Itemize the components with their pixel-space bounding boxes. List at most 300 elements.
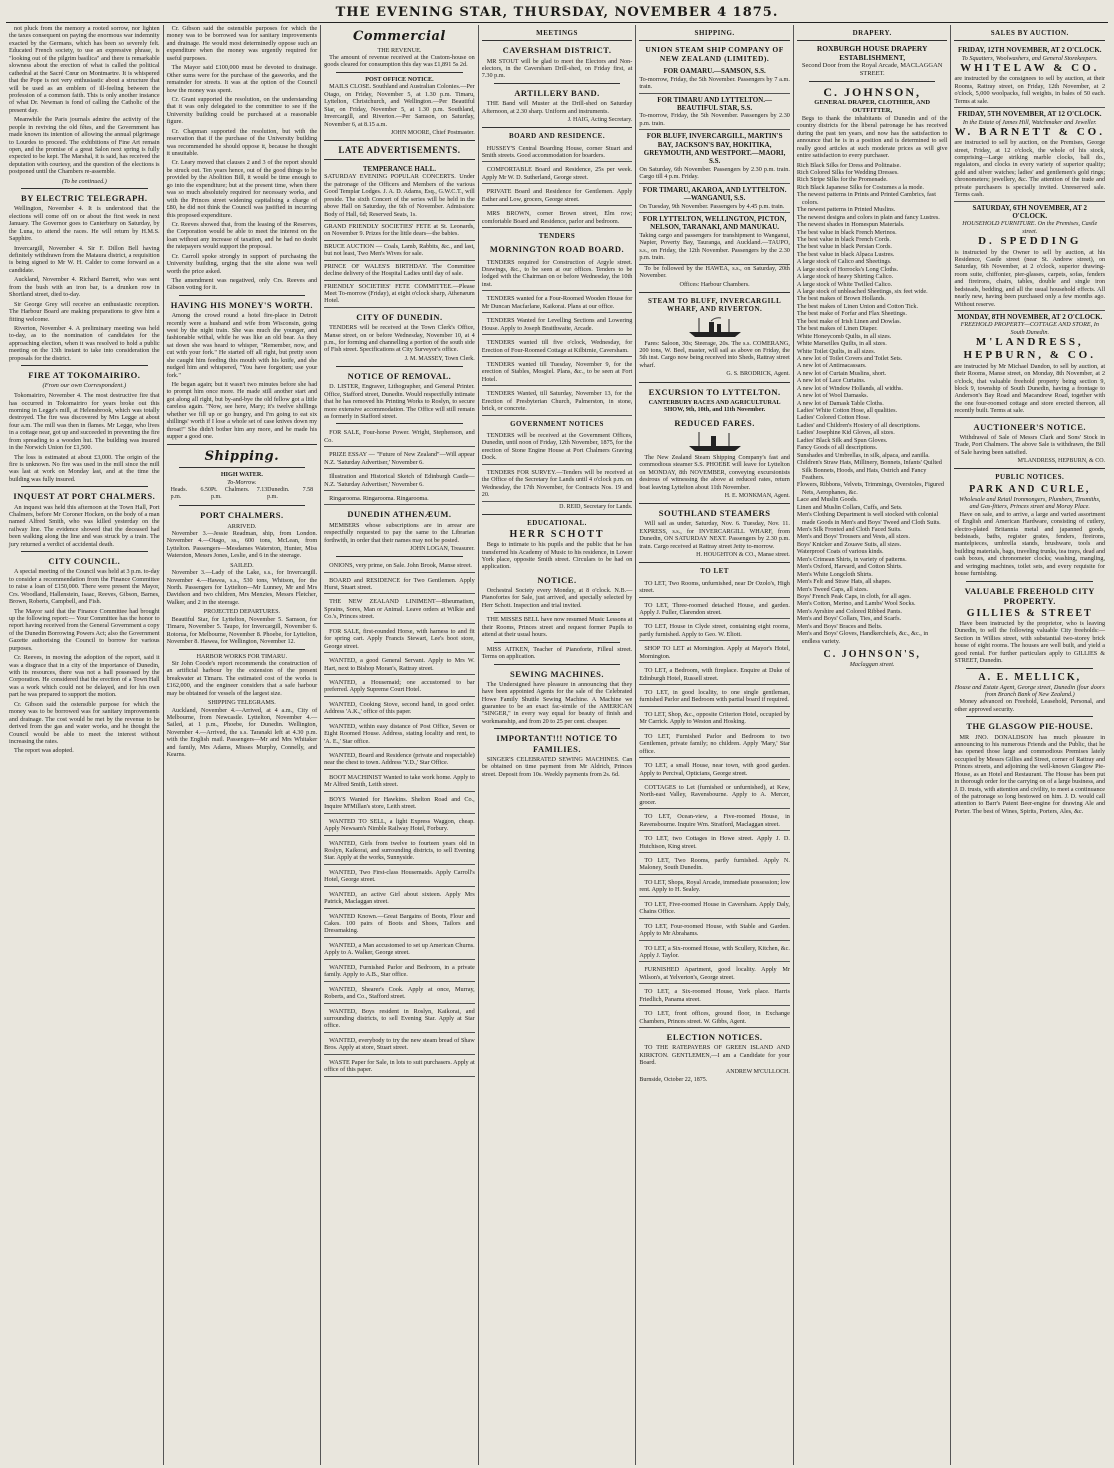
election-text: TO THE RATEPAYERS OF GREEN ISLAND AND KIRKTON. GENTLEMEN,—I am a Candidate for your Board. — [639, 1044, 790, 1067]
paragraph: Cr. Grant supported the resolution, on the understanding that it was only delegated to the committee to see if the University building could be purchased at a reasonable figure. — [166, 95, 318, 126]
port-chalmers-heading: PORT CHALMERS. — [200, 510, 284, 521]
athenaeum-sign: JOHN LOGAN, Treasurer. — [410, 545, 475, 552]
artillery-heading: ARTILLERY BAND. — [514, 87, 600, 98]
late-ad-text: GRAND FRIENDLY SOCIETIES' FETE at St. Leonards, on November 9. Prizes for the little dears—the babies. — [324, 222, 475, 238]
classified-ad: TO LET, House in Clyde street, containing eight rooms, partly furnished. Apply to Geo. W. Eliott. — [639, 621, 790, 641]
arrived-text: November 3.—Jessie Readman, ship, from London. November 4.—Otago, ss., 600 tons, McLean, from Lyttelton. Passengers—Mesdames Waterston, Hunter, Miss Waterston, Messrs Jones, Leslie, and 6 in the steerage. — [166, 529, 318, 560]
classified-ad: TENDERS Wanted, till Saturday, November 13, for the Erection of Presbyterian Church, Palmerston, in stone, brick, or concrete. — [482, 388, 633, 415]
shipping-ad — [639, 184, 790, 213]
johnson-sign-sub: Maclaggan street. — [849, 661, 895, 669]
drapery-item: Men's and Boys' Collars, Ties, and Scarfs. — [796, 615, 902, 623]
classified-ad: WANTED, Shearer's Cook. Apply at once, Murray, Roberts, and Co., Stafford street. — [324, 984, 475, 1004]
herr-text: Begs to intimate to his pupils and the public that he has transferred his Academy of Music to his residence, in Lower York place, opposite Smith street. Circulars to be had on application. — [481, 541, 633, 571]
auction-text: is instructed by the Owner to sell by auction, at his Residence, Castle street (near St. Andrew street), on Saturday, 6th November, at 2 o'clock, superior drawing-room suite, chiffonier, pier-glasses, carpets, sofas, fenders and fireirons, chairs, tables, double and single iron bedsteads, bedding, and all the usual household effects. All nearly new, having been purchased only a few months ago. Without reserve. — [954, 248, 1106, 308]
city-council-paras — [9, 568, 160, 755]
col1-top-paras — [9, 25, 160, 176]
drapery-item: Boys' French Peak Caps, in cloth, for all ages. — [796, 592, 911, 600]
classified-ad: TO LET, Ocean-view, a Five-roomed House, in Ravensbourne. Inquire Wm. Stratford, Maclaggan street. — [639, 811, 790, 831]
to-be-continued: (To be continued.) — [61, 177, 107, 185]
caversham-heading: CAVERSHAM DISTRICT. — [502, 45, 612, 56]
paragraph: Cr. Carroll spoke strongly in support of purchasing the University building, urging that the site alone was well worth the price asked. — [166, 252, 318, 275]
mellick-name: A. E. MELLICK, — [978, 671, 1082, 683]
classified-ad: BOYS Wanted for Hawkins. Shelton Road and Co., Inquire M'Millan's store, Leith street. — [324, 794, 475, 814]
city-dunedin-text: TENDERS will be received at the Town Clerk's Office, Manse street, on or before Wednesday, November 10, at 4 p.m., for forming and channelling a portion of the south side of Fish street. Specifications at City Surveyor's office. — [324, 324, 475, 354]
paragraph: Auckland, November 4. Richard Barrett, who was sent from the bush with an iron bar, is a drunken row in Shortland street, died to-day. — [9, 276, 160, 299]
paragraph: Cr. Reeves, in moving the adoption of the report, said it was a disgrace that in a city of the importance of Dunedin, with its resources, there was not a hall possessed by the Corporation. He considered that the erection of a Town Hall was a work which could not be delayed, and for his own part he was prepared to support the motion. — [9, 654, 160, 699]
harbour-text: Sir John Coode's report recommends the construction of an artificial harbour by the extension of the present breakwater at Timaru. The estimated cost of the works is £162,000, and the engineer considers that a safe harbour may be obtained for vessels of the largest size. — [166, 659, 318, 697]
paragraph: Cr. Gibson said the ostensible purposes for which the money was to be borrowed was for sanitary improvements and drainage. He would most determinedly oppose such an expenditure when the money was urgently required for useful purposes. — [166, 25, 318, 62]
auction-text: are instructed by Mr Michael Dandon, to sell by auction, at their Rooms, Manse street, on Monday, 8th November, at 2 o'clock, that valuable freehold property being section 9, block 9, township of South Dunedin, having a frontage to Anderson's Bay Road and Macandrew Road, together with the one four-roomed cottage and store erected thereon, all recently built. Terms at sale. — [954, 362, 1106, 415]
classified-ad: WANTED, Board and Residence (private and respectable) near the chest to town. Address 'Y.D.,' Star Office. — [324, 750, 475, 770]
drapery-item: The best value in black Alpaca Lustres. — [796, 250, 895, 258]
inquest-paras — [9, 504, 160, 549]
artillery-text: THE Band will Muster at the Drill-shed on Saturday Afternoon, at 2.30 sharp. Uniform and instruments. — [481, 100, 633, 115]
classified-ad: BOARD and RESIDENCE for Two Gentlemen. Apply Hurst, Stuart street. — [324, 575, 475, 595]
drapery-item: Linen and Muslin Collars, Cuffs, and Sets. — [796, 503, 903, 511]
drapery-item: The best makes of Linen Diaper. — [796, 325, 878, 333]
column-5 — [636, 25, 794, 1465]
late-ad-title: TEMPERANCE HALL. — [362, 164, 436, 173]
bluff-heading: STEAM TO BLUFF, INVERCARGILL WHARF, AND RIVERTON. — [647, 296, 782, 314]
mornington-heading: MORNINGTON ROAD BOARD. — [489, 244, 625, 255]
reports-text: Auckland, November 4.—Arrived, at 4 a.m., City of Melbourne, from Newcastle. Lyttelton, November 4.—Sailed, at 1 p.m., Phoebe, for Dunedin. Wellington, November 4.—Arrived, the s.s. Taranaki left at 4.30 p.m. with the English mail. Passengers—Mr and Mrs Whitaker and family, Mrs Adams, Misses Murphy, Connelly, and Kearns. — [166, 706, 318, 759]
shipping-ad — [639, 65, 790, 93]
classified-ad: TENDERS required for Construction of Argyle street. Drawings, &c., to be seen at our offices. Tenders to be lodged with the Chairman on or before Wednesday, the 10th inst. — [482, 257, 633, 292]
paragraph: Wellington, November 4. It is understood that the elections will come off on or about the first week in next January. The Governor goes to Canterbury on Saturday, by the Luna, to attend the races. He will return by H.M.S. Sapphire. — [9, 205, 160, 243]
arrived-label: ARRIVED. — [227, 522, 257, 530]
shipping-ad-text: To-morrow, Friday, the 5th November. Passengers by 7 a.m. train. — [639, 75, 790, 91]
board-ads — [482, 143, 633, 229]
roxburgh-title: ROXBURGH HOUSE DRAPERY ESTABLISHMENT, — [816, 44, 928, 63]
classified-ad: TENDERS wanted till Tuesday, November 9, for the erection of Stables, Mosgiel. Plans, &c., to be seen at Fort Hotel. — [482, 359, 633, 386]
revenue-text: The amount of revenue received at the Custom-house on goods cleared for consumption this day was £1,891 5s 2d. — [324, 54, 475, 69]
drapery-item: White Honeycomb Quilts, in all sizes. — [796, 332, 892, 340]
park-text: Have on sale, and to arrive, a large and varied assortment of English and American Hardware, consisting of cutlery, electro-plated Britannia metal and japanned goods, bedsteads, baths, register grates, fenders, fireirons, mantelpieces, umbrella stands, brushware, tools and building materials, bags, traveling trunks, tea trays, dead and cash boxes, and chronometer clocks; washing, mangling, and wringing machines, toilet sets, and every requisite for house furnishing. — [954, 510, 1106, 578]
gov-heading: GOVERNMENT NOTICES — [510, 419, 604, 428]
classified-ad: TENDERS FOR SURVEY.—Tenders will be received at the Office of the Secretary for Lands until 4 o'clock p.m. on Wednesday, the 17th November, for Contracts Nos. 19 and 20. — [482, 467, 633, 502]
classified-ad: ONIONS, very prime, on Sale. John Brook, Manse street. — [324, 560, 475, 572]
drapery-item: The best makes of Brown Hollands. — [796, 295, 886, 303]
drapery-item: Men's and Boys' Trousers and Vests, all sizes. — [796, 533, 910, 541]
col2-paras — [167, 25, 318, 292]
drapery-item: A new lot of Wool Damasks. — [796, 392, 869, 400]
classified-ad: WANTED, everybody to try the new steam bread of Shaw Bros. Apply at store, Stuart street. — [324, 1035, 475, 1055]
late-ad-text: FRIENDLY SOCIETIES' FETE COMMITTEE.—Please Meet To-morrow (Friday), at eight o'clock sharp, Athenæum Hotel. — [324, 282, 475, 305]
educational-heading: EDUCATIONAL. — [527, 518, 587, 527]
auction-date: MONDAY, 8TH NOVEMBER, AT 2 O'CLOCK. — [957, 313, 1103, 322]
shipping-ad-title: FOR BLUFF, INVERCARGILL, MARTIN'S BAY, JACKSON'S BAY, HOKITIKA, GREYMOUTH, AND WESTPORT.—MAORI, S.S. — [643, 132, 786, 166]
drapery-item: Men's Tweed Caps, all sizes. — [796, 585, 868, 593]
classified-ad: FOR SALE, first-rounded Horse, with harness to and fit for spring cart. Apply Francis Stewart, Lee's boot store, George street. — [324, 626, 475, 653]
steamship-icon-2 — [685, 430, 745, 452]
public-notices-heading: PUBLIC NOTICES. — [995, 473, 1065, 482]
shipping-ad-text: On Saturday, 6th November. Passengers by 2.30 p.m. train. Cargo till 4 p.m. Friday. — [639, 165, 790, 181]
paragraph: Invercargill, November 4. Sir F. Dillon Bell having definitely withdrawn from the Mataura district, a requisition is being signed to Mr W. H. Calder to come forward as a candidate. — [9, 244, 160, 274]
paragraph: Cr. Leary moved that clauses 2 and 3 of the report should be struck out. Ten years hence, out of the good things to be provided by the Abolition Bill, it would be time enough to go into the expenditure; but at the present time, when there was so much absolutely required for necessary works, and with the Princes street widening capitalising a charge of £80, he did not think the Council was justified in incurring this proposed expenditure. — [166, 159, 318, 219]
auction-sale — [954, 202, 1105, 311]
classified-ad: WANTED TO SELL, a light Express Waggon, cheap. Apply Newsam's Nimble Railway Hotel, Forbury. — [324, 816, 475, 836]
classified-ad: WANTED, Girls from twelve to fourteen years old in Roslyn, Kaikorai, and surrounding districts, to sell Evening Star. Apply at the works, Sunnyside. — [324, 838, 475, 865]
classified-ad: WANTED, a Housemaid; one accustomed to bar preferred. Apply Supreme Court Hotel. — [324, 677, 475, 697]
tender-ads — [482, 257, 633, 416]
paragraph: Tokomairiro, November 4. The most destructive fire that has occurred in Tokomairiro for years broke out this morning in Legge's mill, at Helensbrook, which was totally destroyed. The fire was discovered by Mrs Legge at about four a.m. The mill was then in flames. Mr Legge, who lives in a cottage near, got up and succeeded in preventing the fire from spreading to a wooden hut. The building was insured in the Norwich Union for £1,500. — [9, 392, 160, 452]
paragraph: The amendment was negatived, only Crs. Reeves and Gibson voting for it. — [166, 277, 318, 292]
classified-ad: TO LET, a Bedroom, with fireplace. Enquire at Duke of Edinburgh Hotel, Russell street. — [639, 665, 790, 685]
election-date: Burnside, October 22, 1875. — [639, 1076, 708, 1083]
gillies-heading: VALUABLE FREEHOLD CITY PROPERTY. — [964, 585, 1095, 606]
drapery-item: A new lot of Toilet Covers and Toilet Sets. — [796, 354, 903, 362]
shipping-ad-text: On Tuesday, 9th November. Passengers by 4.45 p.m. train. — [639, 202, 785, 210]
gillies-text: Have been instructed by the proprietor, who is leaving Dunedin, to sell the following valuable City freeholds:—Section in Willies street, with substantial two-storey brick house of eight rooms. The houses are well built, and yield a good rental. For further particulars apply to GILLIES & STREET, Dunedin. — [954, 619, 1106, 665]
commercial-title: Commercial — [353, 29, 446, 44]
classified-ad: TO LET, a Six-roomed House, York place. Harris Friedlich, Panama street. — [639, 986, 790, 1006]
column-4 — [479, 25, 637, 1465]
late-ad — [324, 163, 475, 221]
paragraph: An inquest was held this afternoon at the Town Hall, Port Chalmers, before Mr Coroner Hocken, on the body of a man named Alfred Smith, who was killed yesterday on the railway line. The evidence showed that the deceased had been walking along the line and was struck by a train. The jury returned a verdict of accidental death. — [9, 503, 160, 548]
classified-ad: TO LET, Two Rooms, partly furnished. Apply N. Maloney, South Dunedin. — [639, 855, 790, 875]
drapery-item: A large stock of Horrocks's Long Cloths. — [796, 265, 899, 273]
notice-text: Orchestral Society every Monday, at 8 o'clock. N.B.—Pianofortes for Sale, just arrived, and specially selected by Herr Schott. Inspection and trial invited. — [481, 587, 633, 609]
paragraph: The report was adopted. — [14, 747, 74, 755]
inquest-heading: INQUEST AT PORT CHALMERS. — [13, 491, 156, 502]
drapery-item: A large stock of Calico and Sheetings. — [796, 258, 892, 266]
removal-text: D. LISTER, Engraver, Lithographer, and General Printer. Office, Stafford street, Dunedin. Would respectfully intimate that he has removed his Printing Works to Roslyn, to secure more extensive accommodation. The Office will still remain as formerly in Stafford street. — [324, 383, 475, 420]
gov-ads — [482, 430, 633, 502]
bell-ad: THE MISSES BELL have now resumed Music Lessons at their Rooms, Princes street and request former Pupils to attend at their usual hours. — [481, 616, 633, 639]
drapery-items — [797, 162, 948, 645]
drapery-item: Ladies' Black Silk and Spun Gloves. — [796, 436, 888, 444]
paragraph: Sir George Grey will receive an enthusiastic reception. The Harbour Board are making preparations to give him a fitting welcome. — [9, 300, 160, 323]
southland-text: Will sail as under, Saturday, Nov. 6. Tuesday, Nov. 11. EXPRESS, s.s., for INVERCARGILL WHARF, from Dunedin, ON SATURDAY NEXT. Passengers by 2.30 p.m. train. Cargo received at Rattray street Jetty to-morrow. — [639, 520, 790, 550]
steamship-icon — [685, 316, 745, 338]
shipping-ad — [639, 94, 790, 131]
drapery-item: A new lot of Damask Table Cloths. — [796, 399, 884, 407]
aitken-ad: MISS AITKEN, Teacher of Pianoforte, Filleul street. Terms on application. — [481, 645, 633, 661]
electric-telegraph-heading: BY ELECTRIC TELEGRAPH. — [21, 193, 148, 204]
auction-date: FRIDAY, 12TH NOVEMBER, AT 2 O'CLOCK. — [957, 46, 1102, 55]
classified-ad: TO LET, Shops, Royal Arcade, immediate possession; low rent. Apply to H. Sealey. — [639, 877, 790, 897]
johnson-name: C. JOHNSON, — [823, 84, 922, 99]
tide-dunedin: Dunedin. 7.58 p.m. — [267, 486, 314, 501]
drapery-item: A new lot of Curtain Muslins, short. — [796, 369, 887, 377]
late-ad — [324, 241, 475, 261]
auction-firm: W. BARNETT & CO. — [954, 125, 1105, 138]
classified-ad: PRIZE ESSAY — "Future of New Zealand"—Will appear N.Z. 'Saturday Advertiser,' November 6. — [324, 449, 475, 469]
shipping-ad-title: FOR TIMARU AND LYTTELTON.—BEAUTIFUL STAR, S.S. — [657, 95, 772, 113]
mellick-text: Money advanced on Freehold, Leasehold, Personal, and other approved security. — [954, 698, 1106, 713]
drapery-item: The best value in black French Merinos. — [796, 228, 897, 236]
drapery-item: White Toilet Quilts, in all sizes. — [796, 347, 876, 355]
meetings-heading: MEETINGS — [536, 29, 578, 37]
auction-heading: SALES BY AUCTION. — [990, 29, 1069, 37]
to-let-ads — [639, 578, 790, 1028]
post-office-text: MAILS CLOSE. Southland and Australian Colonies.—Per Otago, on Friday, November 5, at 1.30 p.m. Timaru, Lyttelton, Christchurch, and Wellington.—Per Beautiful Star, on Friday, November 5, at 1.30 p.m. Southland, Invercargill, and Riverton.—Per Samson, on Saturday, November 6, at 8.15 a.m. — [324, 83, 475, 128]
post-office-heading: POST OFFICE NOTICE. — [365, 75, 434, 83]
election-sign: ANDREW M'CULLOCH. — [725, 1068, 790, 1075]
drapery-item: Men's Silk Fronted and Cloth Faced Suits. — [796, 526, 902, 534]
sailed-label: SAILED. — [230, 561, 254, 569]
late-ad — [324, 281, 475, 308]
auction-text: are instructed by the consignees to sell by auction, at their Rooms, Rattray street, on Friday, 12th November, at 2 o'clock, 5,000 woolpacks, full weights, in bales of 50 each. Terms at sale. — [954, 75, 1106, 105]
paragraph: He began again; but it wasn't two minutes before she had to prompt him once more. He made still another start and got along all right, but by-and-bye the old fellow got a little careless again. "Now, see here, Mary; it's twelve shillings whether we fill up or go hungry, and I'm going to eat six shillings' worth if I lose a whole set of case knives down my throat!" She didn't bother him any more, and he made his supper a good one. — [166, 381, 318, 441]
money-worth-paras — [167, 312, 318, 440]
auction-sale — [954, 311, 1105, 418]
classified-ad: WANTED, an active Girl about sixteen. Apply Mrs Patrick, Maclaggan street. — [324, 889, 475, 909]
shipping-ad-title: FOR OAMARU.—SAMSON, S.S. — [663, 67, 766, 76]
drapery-item: Men's Clothing Department is well stocked with colonial made Goods in Men's and Boys' Tweed and Cloth Suits. — [796, 511, 941, 526]
drapery-item: The newest designs and colors in plain and fancy Lustres. — [796, 213, 940, 221]
phoebe-sign: H. E. MONKMAN, Agent. — [724, 492, 790, 499]
column-3 — [321, 25, 479, 1465]
drapery-heading: DRAPERY. — [852, 29, 892, 37]
auction-firm: D. SPEDDING — [978, 235, 1082, 248]
drapery-item: Men's and Boys' Braces and Belts. — [796, 622, 883, 630]
paragraph: Cr. Reeves showed that, from the leasing of the Reserves, the Corporation would be able to meet the interest on the loan without any increase of taxation, and he had no doubt the ratepayers would support the proposal. — [166, 220, 318, 251]
classified-ad: WANTED, Furnished Parlor and Bedroom, in a private family. Apply to A.B., Star office. — [324, 962, 475, 982]
athenaeum-heading: DUNEDIN ATHENÆUM. — [347, 509, 452, 520]
classified-ad: TO LET, Furnished Parlor and Bedroom to two Gentlemen, private family; no children. Apply 'Mary,' Star office. — [639, 731, 790, 758]
drapery-item: A large stock of unbleached Sheetings, six feet wide. — [796, 288, 928, 296]
classified-ad: WANTED, within easy distance of Post Office, Seven or Eight Roomed House. Address, stating locality and rent, to 'A. E.,' Star office. — [324, 721, 475, 748]
column-2 — [164, 25, 322, 1465]
projected-text: Beautiful Star, for Lyttelton, November 5. Samson, for Timaru, November 5. Taupo, for Invercargill, November 6. Rotorua, for Melbourne, November 8. Phoebe, for Lyttelton, November 8. Hawea, for Wellington, November 12. — [166, 615, 318, 646]
drapery-item: Men's Cotton, Merino, and Lambs' Wool Socks. — [796, 600, 916, 608]
southland-sign: H. HOUGHTON & CO., Manse street. — [696, 552, 790, 559]
drapery-item: Men's Oxford, Harvard, and Cotton Shirts. — [796, 563, 903, 571]
column-1 — [6, 25, 164, 1465]
reports-heading: SHIPPING TELEGRAMS. — [207, 699, 276, 707]
classified-ad: MRS BROWN, corner Brown street, Elm row; comfortable Board and Residence, parlor and bedroom. — [482, 208, 633, 228]
johnson-sign: C. JOHNSON'S, — [823, 649, 921, 661]
classified-ad: TO LET, front offices, ground floor, in Exchange Chambers, Princes street. W. Gibbs, Agent. — [639, 1008, 790, 1028]
classified-ad: THE NEW ZEALAND LINIMENT—Rheumatism, Sprains, Sores, Man or Animal. Leave orders at Wilkie and Co.'s, Princes street. — [324, 596, 475, 623]
classified-ad: WANTED, a Man accustomed to set up American Churns. Apply to A. Walker, George street. — [324, 940, 475, 960]
classified-ad: TENDERS wanted till five o'clock, Wednesday, for Erection of Four-Roomed Cottage at Kilbirnie, Caversham. — [482, 337, 633, 357]
paragraph: The Mayor said that the Finance Committee had brought up the following report:— Your Committee has the honor to report having received from the General Government a copy of the Dunedin Borrowing Powers Act; also the Government Gazette authorising the Council to borrow for various purposes. — [9, 607, 160, 652]
classified-ad: SHOP TO LET at Mornington. Apply at Mayor's Hotel, Mornington. — [639, 643, 790, 663]
late-ad — [324, 261, 475, 281]
drapery-item: Ladies' Josephine Kid Gloves, all sizes. — [796, 429, 895, 437]
paragraph: Meanwhile the Paris journals admire the activity of the people in reviving the old fêtes, and the Government has made known its intention of allowing the annual pilgrimage to Lourdes to proceed. The exhibitions of Fine Art remain open, and the promise of a great Salon next spring is fully expected to be kept. The Marshal, it is said, has received the deputation with courtesy, and the question of the elections is postponed until the Chambers re-assemble. — [9, 116, 160, 176]
tide-table — [167, 486, 318, 502]
paragraph: Cr. Gibson said the ostensible purpose for which the money was to be borrowed was for sanitary improvements and drainage. The cost would be met by the revenue to be derived from the gas and water works, and he thought the Council would be able to meet the interest without increasing the rates. — [9, 700, 160, 745]
drapery-item: Ladies' Colored Cotton Hose. — [796, 414, 871, 422]
fire-sub: (From our own Correspondent.) — [42, 382, 127, 390]
drapery-item: Children's Straw Hats, Millinery, Bonnets, Infants' Quilted Silk Bonnets, Hoods, and Hats, Ostrich and Fancy Feathers. — [796, 459, 942, 481]
southland-heading: SOUTHLAND STEAMERS — [658, 508, 771, 519]
auctioneers-sign: M'LANDRESS, HEPBURN, & CO. — [1017, 458, 1106, 465]
drapery-item: White Marseilles Quilts, in all sizes. — [796, 340, 887, 348]
glasgow-heading: THE GLASGOW PIE-HOUSE. — [966, 721, 1094, 732]
drapery-item: Ladies' White Cotton Hose, all qualities. — [796, 407, 898, 415]
drapery-item: Waterproof Coats of various kinds. — [796, 548, 884, 556]
drapery-item: A large stock of heavy Shirting Calico. — [796, 273, 894, 281]
drapery-item: Men's Ayrshire and Colored Ribbed Pants. — [796, 607, 902, 615]
paragraph: The Mayor said £100,000 must be devoted to drainage. Other sums were for the purchase of the gasworks, and the remainder for streets. It was at the option of the Council how the money was spent. — [166, 64, 318, 94]
shipping-ad-text: To-morrow, Friday, the 5th November. Passengers by 2.30 p.m. train. — [639, 112, 790, 127]
shipping-ad-title: FOR TIMARU, AKAROA, AND LYTTELTON.—WANGANUI, S.S. — [642, 185, 787, 203]
reduced-fares: REDUCED FARES. — [674, 417, 755, 428]
classified-ad: TO LET, Shop, &c., opposite Criterion Hotel, occupied by Mr Carrick. Apply to Weston and Hosking. — [639, 709, 790, 729]
paragraph: Riverton, November 4. A preliminary meeting was held to-day, as to the nomination of candidates for the approaching election, when it was resolved to hold a public meeting on the 13th instant to take into consideration the proposals for the district. — [9, 324, 160, 362]
drapery-item: Men's White Longcloth Shirts. — [796, 570, 873, 578]
drapery-item: Fancy Goods of all descriptions. — [796, 444, 878, 452]
high-water-label: HIGH WATER. — [220, 471, 263, 479]
drapery-item: Lace and Muslin Goods. — [796, 496, 858, 504]
fire-heading: FIRE AT TOKOMAIRIRO. — [28, 370, 141, 381]
revenue-label: THE REVENUE. — [377, 46, 422, 54]
classified-ad: Illustration and Historical Sketch of Edinburgh Castle—N.Z. 'Saturday Advertiser,' November 6. — [324, 471, 475, 491]
drapery-item: Boys' Knicker and Zouave Suits, all sizes. — [796, 540, 902, 548]
board-heading: BOARD AND RESIDENCE. — [508, 132, 606, 141]
roxburgh-sub: Second Door from the Royal Arcade, MACLAGGAN STREET. — [801, 62, 943, 78]
tide-heads: Heads. 6.50 p.m. — [170, 486, 211, 501]
classified-ad: BOOT MACHINIST Wanted to take work home. Apply to Mr Alfred Smith, Leith street. — [324, 772, 475, 792]
drapery-item: The best value in black French Cords. — [796, 235, 891, 243]
column-7 — [951, 25, 1108, 1465]
tide-port-chalmers: Pt. Chalmers. 7.13 p.m. — [210, 486, 268, 501]
post-office-sign: JOHN MOORE, Chief Postmaster. — [390, 129, 475, 136]
classified-ad: WANTED, Two First-class Housemaids. Apply Carroll's Hotel, George street. — [324, 867, 475, 887]
auctioneers-heading: AUCTIONEER'S NOTICE. — [973, 421, 1086, 432]
auction-date: FRIDAY, 5TH NOVEMBER, AT 12 O'CLOCK. — [957, 110, 1102, 119]
paragraph: The loss is estimated at about £3,000. The origin of the fire is unknown. No fire was used in the mill since the mill was last at work on Monday last, and at the time the building was fully insured. — [9, 453, 160, 483]
removal-heading: NOTICE OF REMOVAL. — [347, 371, 452, 382]
classified-ad: TENDERS wanted for a Four-Roomed Wooden House for Mr Duncan Macfarlane, Kaikorai. Plans at our office. — [482, 293, 633, 313]
phoebe-text: The New Zealand Steam Shipping Company's fast and commodious steamer S.S. PHOEBE will leave for Lyttelton on MONDAY, 8th NOVEMBER, conveying excursionists desirous of witnessing the above at reduced rates, return boat leaving Lyttelton about 11th November. — [639, 453, 790, 491]
classified-ad: WANTED, Cooking Stove, second hand, in good order. Address 'A.K.,' office of this paper. — [324, 699, 475, 719]
auction-title: In the Estate of James Hill, Watchmaker and Jeweller. — [962, 118, 1097, 126]
sailed-text: November 3.—Lady of the Lake, s.s., for Invercargill. November 4.—Hawea, s.s., 530 tons, Whitson, for the North. Passengers for Lyttelton—Mr Lunney, Mr and Mrs Davidson and two children, Mrs Menzies, Messrs Fletcher, Walker, and 2 in the steerage. — [166, 569, 318, 606]
classified-ad: FOR SALE, Four-horse Power. Wright, Stephenson, and Co. — [324, 427, 475, 447]
notice-heading: NOTICE. — [537, 574, 577, 585]
fire-paras — [9, 392, 160, 483]
drapery-item: A new lot of Window Hollands, all widths. — [796, 384, 903, 392]
caversham-text: MR STOUT will be glad to meet the Electors and Non-electors, in the Caversham Drill-shed, on Friday first, at 7.30 p.m. — [481, 57, 633, 80]
late-ad — [324, 221, 475, 241]
shipping-ad-title: FOR LYTTELTON, WELLINGTON, PICTON, NELSON, TARANAKI, AND MANUKAU. — [642, 214, 787, 232]
drapery-item: Rich Stripe Silks for the Promenade. — [796, 176, 888, 184]
mellick-sub: House and Estate Agent, George street, Dunedin (four doors from Branch Bank of New Zealand.) — [954, 683, 1105, 699]
park-sub: Wholesale and Retail Ironmongers, Plumbers, Tinsmiths, and Gas-fitters, Princes street and Moray Place. — [959, 495, 1101, 511]
usc-heading: UNION STEAM SHIP COMPANY OF NEW ZEALAND (LIMITED). — [645, 45, 784, 64]
auction-date: SATURDAY, 6TH NOVEMBER, AT 2 O'CLOCK. — [972, 203, 1088, 221]
canterbury-text: CANTERBURY RACES AND AGRICULTURAL SHOW, 9th, 10th, and 11th November. — [648, 398, 781, 414]
johnson-intro: Begs to thank the inhabitants of Dunedin and of the country districts for the liberal patronage he has received during the past ten years, and now has the satisfaction to announce that he is in a position and is determined to sell really good articles at such moderate prices as will give entire satisfaction to every purchaser. — [796, 114, 948, 160]
glasgow-text: MR JNO. DONALDSON has much pleasure in announcing to his numerous Friends and the Public, that he has opened those large and commodious Premises lately occupied by Messrs Gillies and Street, corner of Rattray and Princes streets, and adjoining the well-known Glasgow Pie-House, as an Hotel and Restaurant. The House has been put in thorough order for the carrying on of a large business, and J. D. trusts, with attention and civility, to meet a continuance of the patronage so long bestowed on him. J. D. would call attention to Barr's Patent Beer-engine for drawing Ale and Porter. The best of Wines, Spirits, Porters, Ales, &c. — [954, 733, 1106, 815]
wanted-ads — [324, 560, 475, 1076]
drapery-item: Rich Black Japanese Silks for Costumes a la mode. — [796, 183, 924, 191]
columns — [6, 25, 1108, 1465]
classified-ad: PRIVATE Board and Residence for Gentlemen. Apply Esther and Low, grocers, George street. — [482, 186, 633, 206]
drapery-item: The best value in black Persian Cords. — [796, 243, 892, 251]
drapery-item: A large stock of White Twilled Calico. — [796, 280, 893, 288]
late-ad-text: BRUCE AUCTION — Coals, Lamb, Rabbits, &c., and last, but not least, Two Men's Wives for sale. — [324, 242, 475, 258]
drapery-item: Flowers, Ribbons, Velvets, Trimmings, Overstoles, Figured Nets, Aerophanes, &c. — [796, 481, 944, 496]
drapery-item: The newest shades in Homespun Materials. — [796, 221, 905, 229]
classified-ad: COMFORTABLE Board and Residence, 25s per week. Apply Mr W. D. Sutherland, George street. — [482, 164, 633, 184]
auction-title: To Squatters, Woolwashers, and General Storekeepers. — [961, 54, 1098, 62]
sewing-heading: SEWING MACHINES. — [510, 668, 604, 679]
late-ad-text: PRINCE OF WALES'S BIRTHDAY. The Committee decline delivery of the Hospital Ladies until day of sale. — [324, 262, 475, 278]
drapery-item: Rich Colored Silks for Wedding Dresses. — [796, 169, 899, 177]
drapery-item: Men's Crimean Shirts, in variety of patterns. — [796, 555, 907, 563]
auction-sale — [954, 44, 1105, 108]
artillery-sign: J. HAIG, Acting Secretary. — [567, 116, 633, 123]
late-ad-text: SATURDAY EVENING POPULAR CONCERTS. Under the patronage of the Officers and Members of the various Good Templar Lodges. J. A. D. Adams, Esq., G.W.C.T., will preside. The sixth Concert of the series will be held in the above Hall on Saturday, the 6th of November. Admission: Body of Hall, 6d; Reserved Seats, 1s. — [324, 173, 475, 218]
drapery-item: The best make of Forfar and Flax Sheetings. — [796, 310, 907, 318]
auction-firm: M'LANDRESS, HEPBURN, & CO. — [963, 336, 1096, 362]
city-dunedin-sign: J. M. MASSEY, Town Clerk. — [404, 355, 475, 362]
auction-sales — [954, 44, 1105, 417]
auction-firm: WHITELAW & CO. — [960, 62, 1100, 75]
shipping-heading: SHIPPING. — [694, 29, 735, 37]
drapery-item: The best makes of Linen Union and Cotton Tick. — [796, 302, 919, 310]
classified-ad: TENDERS Wanted for Levelling Sections and Lowering House. Apply to Joseph Braithwaite, Arcade. — [482, 315, 633, 335]
auction-sale — [954, 108, 1105, 202]
usc-follow: To be followed by the HAWEA, s.s., on Saturday, 20th November. — [639, 264, 790, 279]
classified-ad: TO LET, Three-roomed detached House, and garden. Apply J. Fuller, Clarendon street. — [639, 600, 790, 620]
sewing-text: The Undersigned have pleasure in announcing that they have been appointed Agents for the sale of the Celebrated Howe Family Shuttle Sewing Machine. A Machine we guarantee to be an exact fac-simile of the AMERICAN "SINGER," in every way equal for beauty of finish and workmanship, and from 20 to 25 per cent. cheaper. — [481, 680, 633, 725]
column-6 — [794, 25, 952, 1465]
harbour-heading: HARBOR WORKS FOR TIMARU. — [196, 652, 288, 660]
singers-text: SINGER'S CELEBRATED SEWING MACHINES. Can be obtained on time payment from Mr Aldrich, Princes street. Deposit from 10s. Weekly payments from 2s. 6d. — [481, 755, 633, 778]
drapery-item: Ladies' and Children's Hosiery of all descriptions. — [796, 421, 921, 429]
drapery-item: Sunshades and Umbrellas, in silk, alpaca, and zanilla. — [796, 451, 930, 459]
classified-ad: FURNISHED Apartment, good locality. Apply Mr Wilson's, at Yelverton's, George street. — [639, 964, 790, 984]
classified-ad: TO LET, Four-roomed House, with Stable and Garden. Apply to Mr Abrahams. — [639, 921, 790, 941]
more-ads — [324, 427, 475, 505]
paragraph: not pluck from the memory a rooted sorrow, nor lighten the taxes consequent on paying the enormous war indemnity exacted by the Germans, which has been so severely felt. Educated French society, to use an expressive phrase, is "looking out of the pilgrim basilica" and there is remarkable slowness about the erection of what is called the political cathedral at the Sacré Cœur on Montmartre. It is whispered that the Pope is not very enthusiastic about a structure that will be used as an emblem of ill-feeling between the profession of a common faith. This is only another instance of what Dr. Newman is fond of calling the Catholic of the present day. — [9, 25, 160, 114]
drapery-item: A new lot of Antimacassars. — [796, 362, 867, 370]
important-heading: IMPORTANT!!! NOTICE TO FAMILIES. — [496, 733, 618, 754]
auction-title: FREEHOLD PROPERTY—COTTAGE AND STORE, In South Dunedin. — [960, 321, 1099, 336]
shipping-ad — [639, 130, 790, 183]
masthead: THE EVENING STAR, THURSDAY, NOVEMBER 4 1875. — [6, 4, 1108, 23]
late-ads-heading: LATE ADVERTISEMENTS. — [338, 145, 461, 156]
late-ads — [324, 163, 475, 308]
drapery-item: Men's and Boys' Gloves, Handkerchiefs, &c., &c., in endless variety. — [796, 630, 929, 645]
bluff-text: Fares: Saloon, 30s; Steerage, 20s. The s.s. COMERANG, 200 tons, W. Beel, master, will sail as above on Friday, the 5th inst. Cargo now being received into Sheds, Rattray street wharf. — [639, 339, 790, 369]
classified-ad: TO LET, Two Rooms, unfurnished, near Dr Ozolo's, High street. — [639, 578, 790, 598]
paragraph: Among the crowd round a hotel fire-place in Detroit recently were a husband and wife from Wisconsin, going west by the night train. She was much the younger, and fashionable withal, while he was like an old bear. As they sat down she was heard to whisper, "Remember, now, and cut with your fork." He started off all right, but pretty soon she caught him feeding this mouth with his knife, and she nudged him and whispered, "You have forgotten; use your fork." — [166, 312, 318, 379]
herr-schott: HERR SCHOTT — [509, 529, 605, 541]
classified-ad: TO LET, Five-roomed House in Caversham. Apply Daly, Chains Office. — [639, 899, 790, 919]
drapery-item: The newest patterns in Printed Muslins. — [796, 206, 896, 214]
shipping-ad — [639, 213, 790, 265]
electric-telegraph-paras — [9, 205, 160, 362]
classified-ad: TO LET, in good locality, to one single gentleman, furnished Parlor and Bedroom with partial board if required. — [639, 687, 790, 707]
classified-ad: TO LET, a Six-roomed House, with Scullery, Kitchen, &c. Apply J. Taylor. — [639, 943, 790, 963]
park-curle: PARK AND CURLE, — [969, 483, 1091, 495]
bluff-sign: G. S. BRODRICK, Agent. — [726, 371, 790, 378]
auctioneers-text: Withdrawal of Sale of Messrs Clark and Sons' Stock in Trade, Port Chalmers. The above Sale is withdrawn, the Bill of Sale having been satisfied. — [954, 433, 1106, 456]
city-council-heading: CITY COUNCIL. — [48, 556, 121, 567]
classified-ad: TO LET, a small House, near town, with good garden. Apply to Percival, Opticians, George street. — [639, 760, 790, 780]
classified-ad: Ringarooma. Ringarooma. Ringarooma. — [324, 493, 475, 505]
classified-ad: COTTAGES to Let (furnished or unfurnished), at Kew, North-east Valley, Ravensbourne. Apply to A. Mercer, grocer. — [639, 782, 790, 809]
drapery-item: Rich Black Silks for Dress and Politnaise. — [796, 161, 901, 169]
to-let-heading: TO LET — [700, 567, 729, 576]
projected-heading: PROJECTED DEPARTURES. — [203, 608, 281, 616]
tenders-heading: TENDERS — [538, 232, 576, 241]
classified-ad: TO LET, two Cottages in Howe street. Apply J. D. Hutchison, King street. — [639, 833, 790, 853]
drapery-item: The best make of Irish Linen and Dowlas. — [796, 317, 902, 325]
drapery-item: The newest patterns in Prints and Printed Cambrics, fast colors. — [796, 191, 936, 206]
paragraph: A special meeting of the Council was held at 3 p.m. to-day to consider a recommendation from the Finance Committee to raise a loan of £150,000. There were present the Mayor, Crs. Woodland, Hallenstein, Isaac, Reeves, Gibson, Barnes, Brown, Roberts, Campbell, and Fish. — [9, 568, 160, 606]
high-water-sub: To-Morrow. — [227, 478, 257, 486]
election-heading: ELECTION NOTICES. — [666, 1032, 763, 1043]
